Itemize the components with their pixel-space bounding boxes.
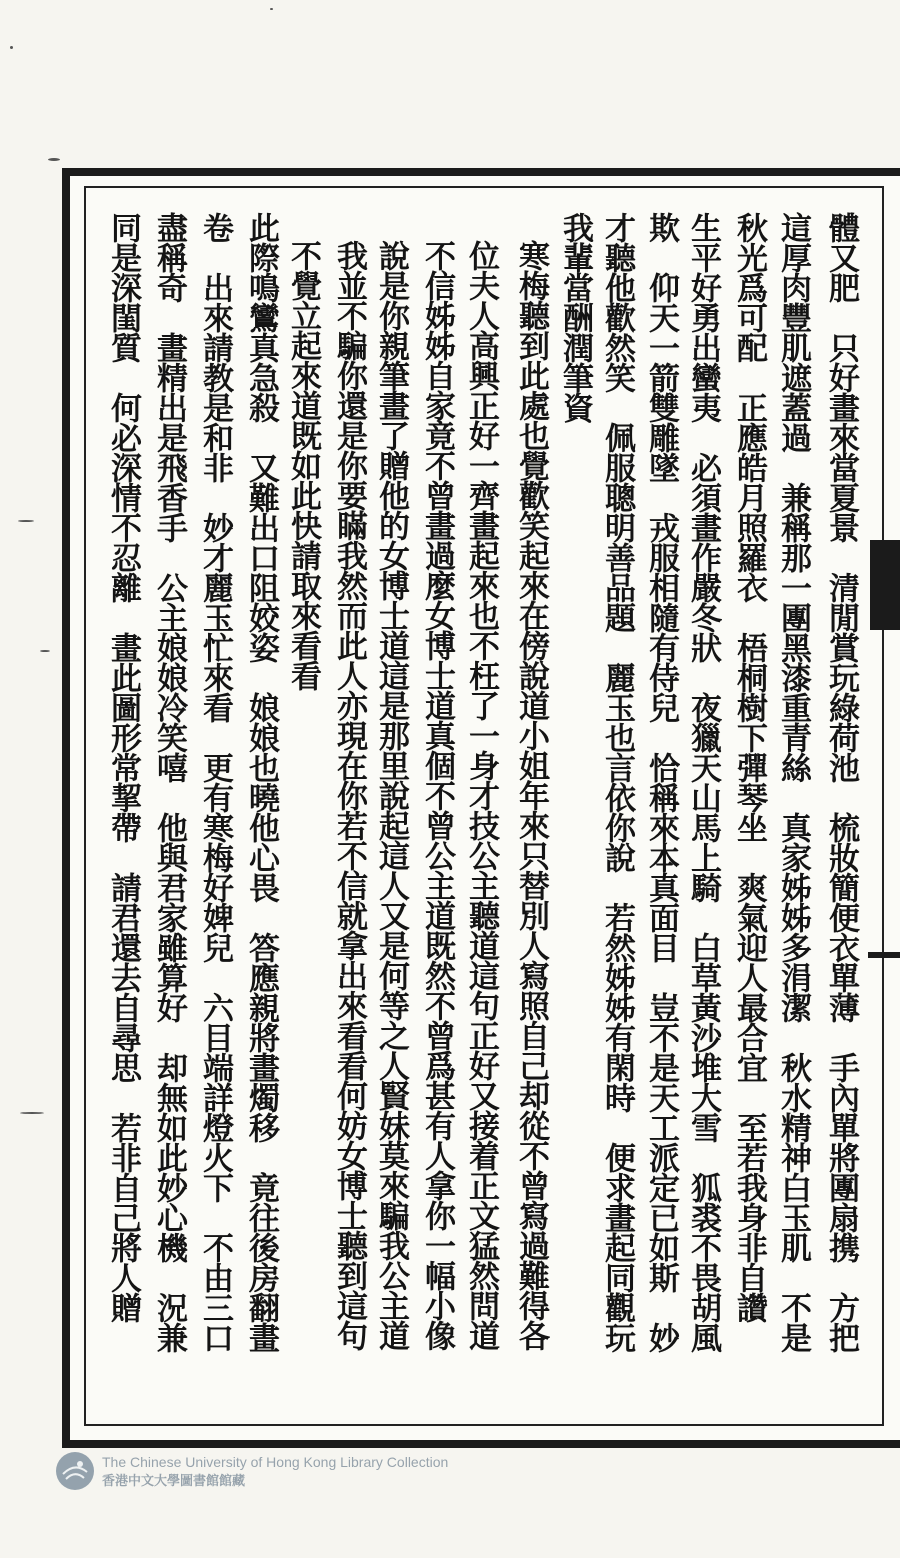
text-column-10: 不信姊姊自家竟不曾畫過麼女博士道真個不曾公主道既然不曾爲甚有人拿你一幅小像 (419, 240, 455, 1350)
text-column-15: 卷 出來請教是和非 妙才麗玉忙來看 更有寒梅好婢兒 六目端詳燈火下 不由三口 (197, 212, 233, 1352)
text-column-3: 秋光爲可配 正應皓月照羅衣 梧桐樹下彈琴坐 爽氣迎人最合宜 至若我身非自讚 (731, 212, 767, 1322)
scan-speck (40, 650, 50, 652)
scan-speck (20, 1112, 44, 1114)
library-watermark (56, 1450, 448, 1492)
watermark-chinese: 香港中文大學圖書館館藏 (102, 1473, 246, 1489)
text-column-14: 此際鳴鸞真急殺 又難出口阻姣姿 娘娘也曉他心畏 答應親將畫燭移 竟往後房翻畫 (243, 212, 279, 1352)
text-column-5: 欺 仰天一箭雙雕墜 戎服相隨有侍兒 恰稱來本真面目 豈不是天工派定已如斯 妙 (643, 212, 679, 1352)
text-column-11: 說是你親筆畫了贈他的女博士道這是那里說起這人又是何等之人賢妹莫來騙我公主道 (373, 240, 409, 1350)
text-column-16: 盡稱奇 畫精出是飛香手 公主娘娘冷笑嘻 他與君家雖算好 却無如此妙心機 況兼 (151, 212, 187, 1352)
scan-speck (18, 520, 34, 522)
scan-speck (48, 158, 60, 161)
text-column-17: 同是深閨質 何必深情不忍離 畫此圖形常挈帶 請君還去自尋思 若非自己將人贈 (105, 212, 141, 1322)
scan-speck (10, 46, 13, 49)
text-column-1: 體又肥 只好畫來當夏景 清閒賞玩綠荷池 梳妝簡便衣單薄 手內單將團扇携 方把 (823, 212, 859, 1352)
university-logo-icon (56, 1452, 94, 1490)
text-column-7: 我輩當酬潤筆資 (557, 212, 593, 422)
university-logo-icon-graphic (56, 1452, 94, 1490)
right-edge-tick (868, 952, 900, 958)
text-column-8: 寒梅聽到此處也覺歡笑起來在傍說道小姐年來只替別人寫照自己却從不曾寫過難得各 (513, 240, 549, 1350)
scan-speck (270, 8, 273, 10)
text-column-6: 才聽他歡然笑 佩服聰明善品題 麗玉也言依你說 若然姊姊有閑時 便求畫起同觀玩 (599, 212, 635, 1352)
text-column-4: 生平好勇出蠻夷 必須畫作嚴冬狀 夜獵天山馬上騎 白草黃沙堆大雪 狐裘不畏胡風 (685, 212, 721, 1352)
text-column-2: 這厚肉豐肌遮蓋過 兼稱那一團黑漆重青絲 真家姊姊多涓潔 秋水精神白玉肌 不是 (775, 212, 811, 1352)
text-column-12: 我並不騙你還是你要瞞我然而此人亦現在你若不信就拿出來看看何妨女博士聽到這句 (331, 240, 367, 1350)
right-edge-mark (870, 540, 900, 630)
watermark-english: The Chinese University of Hong Kong Library Collection (102, 1453, 449, 1470)
text-column-9: 位夫人高興正好一齊畫起來也不枉了一身才技公主聽道這句正好又接着正文猛然問道 (463, 240, 499, 1350)
text-column-13: 不覺立起來道既如此快請取來看看 (285, 240, 321, 690)
